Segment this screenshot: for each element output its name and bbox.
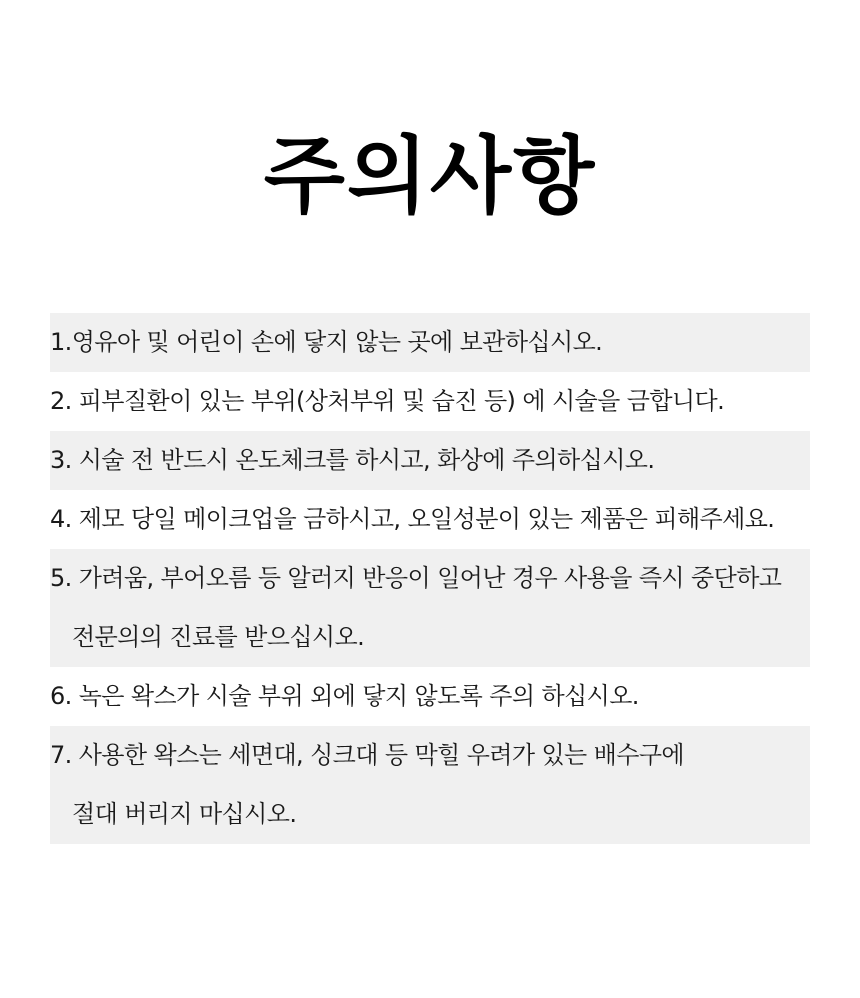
notice-item-6-text: 6. 녹은 왁스가 시술 부위 외에 닿지 않도록 주의 하십시오. [50,682,639,710]
notice-item-7 [50,726,810,844]
notice-list [50,313,810,844]
notice-item-5-text: 5. 가려움, 부어오름 등 알러지 반응이 일어난 경우 사용을 즉시 중단하고 [50,564,782,592]
notice-item-5 [50,549,810,667]
notice-item-6 [50,667,810,726]
notice-item-7-text-continued: 절대 버리지 마십시오. [72,800,297,828]
notice-item-7-text: 7. 사용한 왁스는 세면대, 싱크대 등 막힐 우려가 있는 배수구에 [50,741,685,769]
notice-item-3 [50,431,810,490]
page-title: 주의사항 [263,127,597,225]
notice-item-3-text: 3. 시술 전 반드시 온도체크를 하시고, 화상에 주의하십시오. [50,446,655,474]
notice-item-4 [50,490,810,549]
notice-item-4-text: 4. 제모 당일 메이크업을 금하시고, 오일성분이 있는 제품은 피해주세요. [50,505,775,533]
notice-item-1-text: 1.영유아 및 어린이 손에 닿지 않는 곳에 보관하십시오. [50,328,603,356]
notice-item-5-text-continued: 전문의의 진료를 받으십시오. [72,623,365,651]
notice-item-2 [50,372,810,431]
notice-item-2-text: 2. 피부질환이 있는 부위(상처부위 및 습진 등) 에 시술을 금합니다. [50,387,725,415]
notice-item-1 [50,313,810,372]
